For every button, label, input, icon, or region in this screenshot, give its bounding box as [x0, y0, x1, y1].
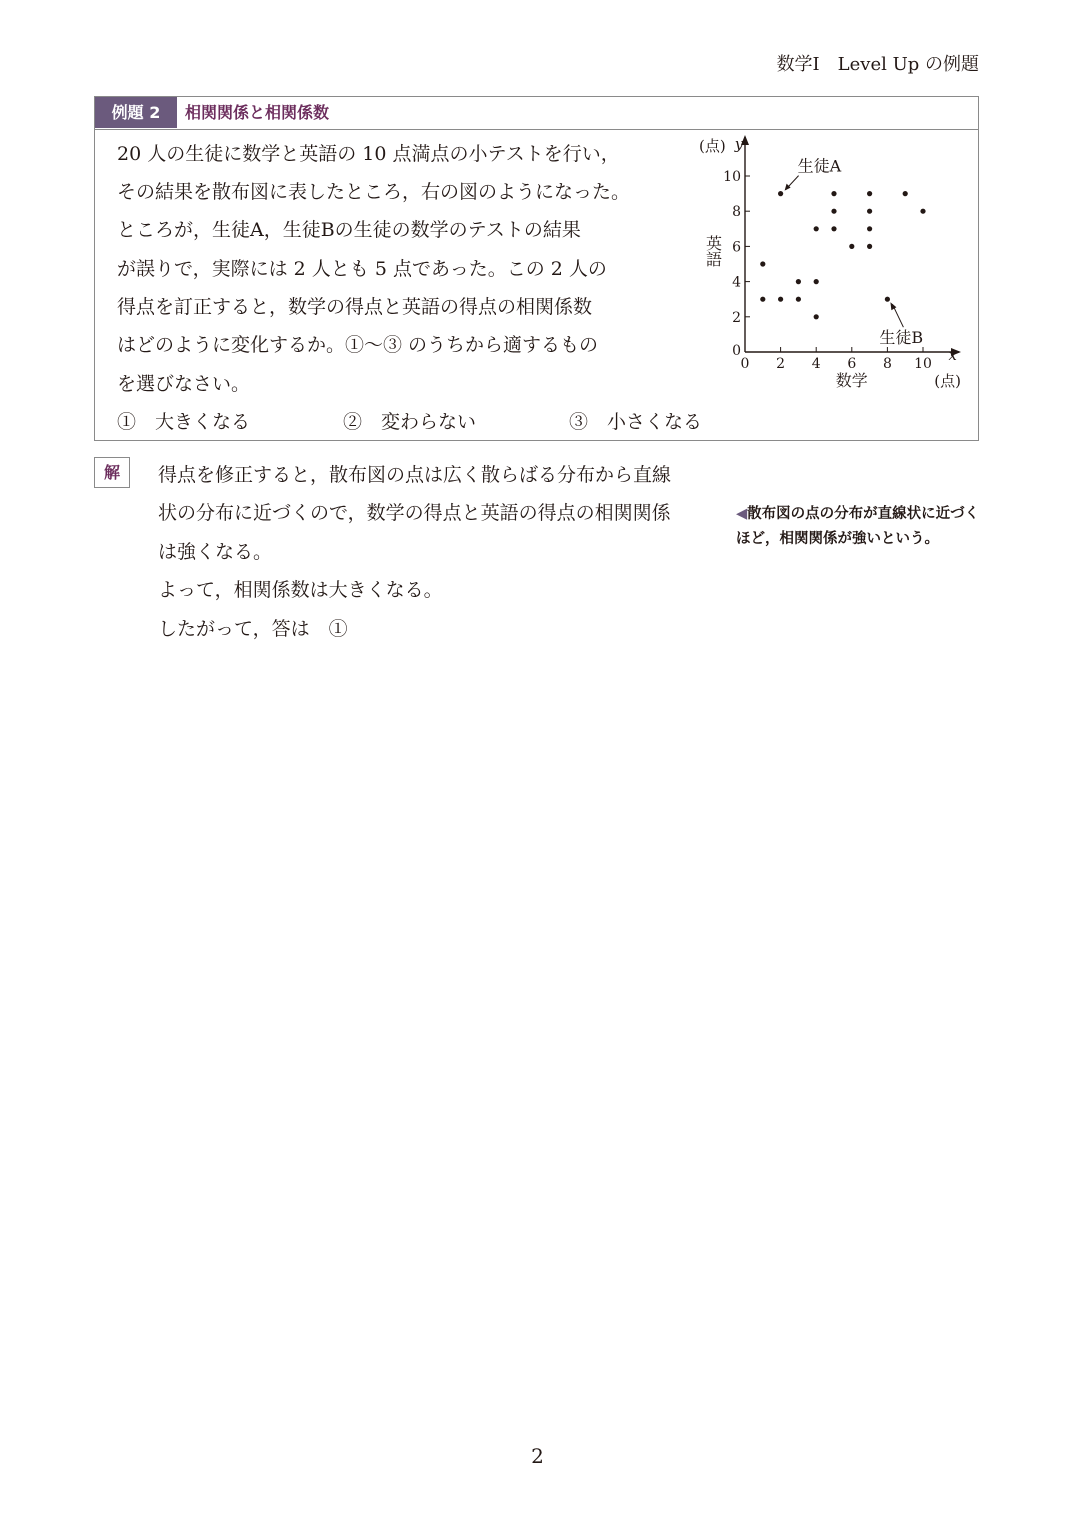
x-tick-label: 2	[776, 356, 786, 372]
problem-line: はどのように変化するか。①～③ のうちから適するもの	[117, 334, 599, 356]
x-tick-label: 8	[882, 356, 892, 372]
data-point	[867, 244, 872, 249]
origin-label: 0	[732, 343, 741, 359]
y-axis-letter: y	[734, 135, 744, 153]
data-point	[778, 191, 783, 196]
data-point	[814, 279, 819, 284]
x-tick-label: 10	[914, 356, 932, 372]
y-axis-label: 英語	[703, 235, 723, 267]
x-axis-letter: x	[948, 346, 957, 364]
annotation-label: 生徒B	[879, 328, 924, 348]
side-note	[736, 502, 986, 552]
page-number: 2	[531, 1444, 544, 1468]
data-point	[831, 191, 836, 196]
problem-line: ところが，生徒A，生徒Bの生徒の数学のテストの結果	[117, 219, 581, 241]
y-tick-label: 10	[723, 169, 741, 185]
scatter-plot	[699, 135, 969, 397]
example-box	[94, 96, 979, 441]
data-point	[867, 226, 872, 231]
x-tick-label: 6	[847, 356, 857, 372]
y-tick-label: 4	[732, 274, 741, 291]
problem-line: その結果を散布図に表したところ，右の図のようになった。	[117, 181, 631, 203]
page-header: 数学Ⅰ Level Up の例題	[776, 54, 979, 75]
data-point	[867, 191, 872, 196]
x-axis-label: 数学	[835, 371, 868, 390]
data-point	[849, 244, 854, 249]
data-point	[814, 226, 819, 231]
solution-line: したがって，答は ①	[158, 618, 348, 640]
note-arrow-icon: ◀	[736, 506, 748, 522]
data-point	[796, 279, 801, 284]
annotation-arrowhead	[890, 302, 896, 310]
y-tick-label: 2	[732, 309, 741, 326]
data-point	[814, 314, 819, 319]
note-text: 散布図の点の分布が直線状に近づくほど，相関関係が強いという。	[736, 506, 980, 547]
choice-2: ② 変わらない	[343, 411, 477, 433]
y-tick-label: 6	[732, 239, 741, 256]
x-tick-label: 4	[811, 356, 821, 372]
solution-line: 得点を修正すると，散布図の点は広く散らばる分布から直線	[158, 464, 672, 486]
data-point	[831, 209, 836, 214]
data-point	[903, 191, 908, 196]
problem-line: を選びなさい。	[117, 373, 251, 395]
data-point	[760, 297, 765, 302]
problem-line: が誤りで，実際には 2 人とも 5 点であった。この 2 人の	[117, 258, 607, 280]
choice-1: ① 大きくなる	[117, 411, 251, 433]
solution-line: 状の分布に近づくので，数学の得点と英語の得点の相関関係	[158, 502, 671, 524]
solution-badge: 解	[94, 457, 130, 488]
data-point	[920, 209, 925, 214]
problem-line: 得点を訂正すると，数学の得点と英語の得点の相関係数	[117, 296, 593, 318]
data-point	[796, 297, 801, 302]
choice-3: ③ 小さくなる	[569, 411, 703, 433]
example-badge: 例題 2	[95, 97, 177, 128]
solution-line: よって，相関係数は大きくなる。	[158, 579, 443, 601]
annotation-label: 生徒A	[797, 156, 842, 176]
y-tick-label: 8	[732, 204, 741, 221]
y-unit-label: (点)	[699, 137, 726, 155]
solution-line: は強くなる。	[158, 541, 273, 563]
data-point	[885, 297, 890, 302]
x-unit-label: (点)	[934, 372, 961, 390]
data-point	[831, 226, 836, 231]
data-point	[778, 297, 783, 302]
data-point	[760, 261, 765, 266]
data-point	[867, 209, 872, 214]
example-title: 相関関係と相関係数	[185, 103, 330, 122]
problem-line: 20 人の生徒に数学と英語の 10 点満点の小テストを行い，	[117, 143, 620, 165]
x-tick-label: 0	[740, 356, 750, 372]
example-title-bar	[95, 97, 978, 130]
